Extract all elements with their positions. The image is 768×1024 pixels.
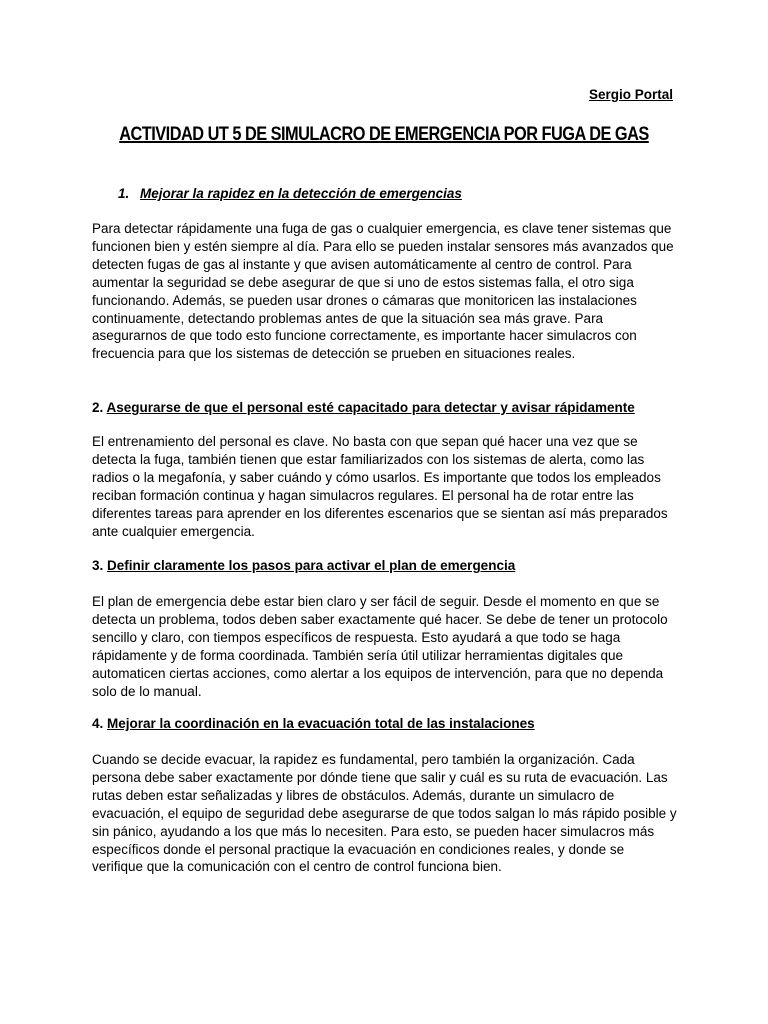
section-4-number: 4. [92, 716, 104, 731]
section-3-heading-text: Definir claramente los pasos para activar el plan de emergencia [107, 558, 516, 573]
section-2-body: El entrenamiento del personal es clave. No basta con que sepan qué hacer una vez que se detecta la fuga, también tienen que estar familiarizados con los sistemas de alerta, como las radios o la megafonía, y saber cuándo y cómo usarlos. Es importante que todos los empleados reciban formación continua y hagan simulacros regulares. El personal ha de rotar entre las diferentes tareas para aprender en los diferentes escenarios que se sientan así más preparados ante cualquier emergencia. [92, 434, 668, 539]
section-4-body: Cuando se decide evacuar, la rapidez es fundamental, pero también la organización. Cada persona debe saber exactamente por dónde tiene que salir y cuál es su ruta de evacuación. Las rutas deben estar señalizadas y libres de obstáculos. Además, durante un simulacro de evacuación, el equipo de seguridad debe asegurarse de que todos salgan lo más rápido posible y sin pánico, ayudando a los que más lo necesiten. Para esto, se pueden hacer simulacros más específicos donde el personal practique la evacuación en condiciones reales, y donde se verifique que la comunicación con el centro de control funciona bien. [92, 752, 677, 875]
section-2-heading-text: Asegurarse de que el personal esté capacitado para detectar y avisar rápidamente [106, 400, 635, 415]
section-3-heading [92, 558, 515, 573]
section-1-body: Para detectar rápidamente una fuga de gas o cualquier emergencia, es clave tener sistemas que funcionen bien y estén siempre al día. Para ello se pueden instalar sensores más avanzados que detecten fugas de gas al instante y que avisen automáticamente al centro de control. Para aumentar la seguridad se debe asegurar de que si uno de estos sistemas falla, el otro siga funcionando. Además, se pueden usar drones o cámaras que monitoricen las instalaciones continuamente, detectando problemas antes de que la situación sea más grave. Para asegurarnos de que todo esto funcione correctamente, es importante hacer simulacros con frecuencia para que los sistemas de detección se prueben en situaciones reales. [92, 221, 674, 362]
section-3-body: El plan de emergencia debe estar bien claro y ser fácil de seguir. Desde el momento en que se detecta un problema, todos deben saber exactamente qué hacer. Se debe de tener un protocolo sencillo y claro, con tiempos específicos de respuesta. Esto ayudará a que todo se haga rápidamente y de forma coordinada. También sería útil utilizar herramientas digitales que automaticen ciertas acciones, como alertar a los equipos de intervención, para que no dependa solo de lo manual. [92, 594, 668, 699]
section-2-heading [92, 400, 635, 415]
section-2-number: 2. [92, 400, 104, 415]
section-4-heading [92, 716, 535, 731]
document-title: ACTIVIDAD UT 5 DE SIMULACRO DE EMERGENCIA POR FUGA DE GAS [119, 124, 649, 145]
section-1-number: 1. [118, 186, 130, 201]
section-1-heading [118, 186, 462, 201]
author-name: Sergio Portal [588, 87, 673, 102]
section-4-heading-text: Mejorar la coordinación en la evacuación total de las instalaciones [107, 716, 535, 731]
section-1-heading-text: Mejorar la rapidez en la detección de emergencias [140, 186, 462, 201]
section-3-number: 3. [92, 558, 104, 573]
